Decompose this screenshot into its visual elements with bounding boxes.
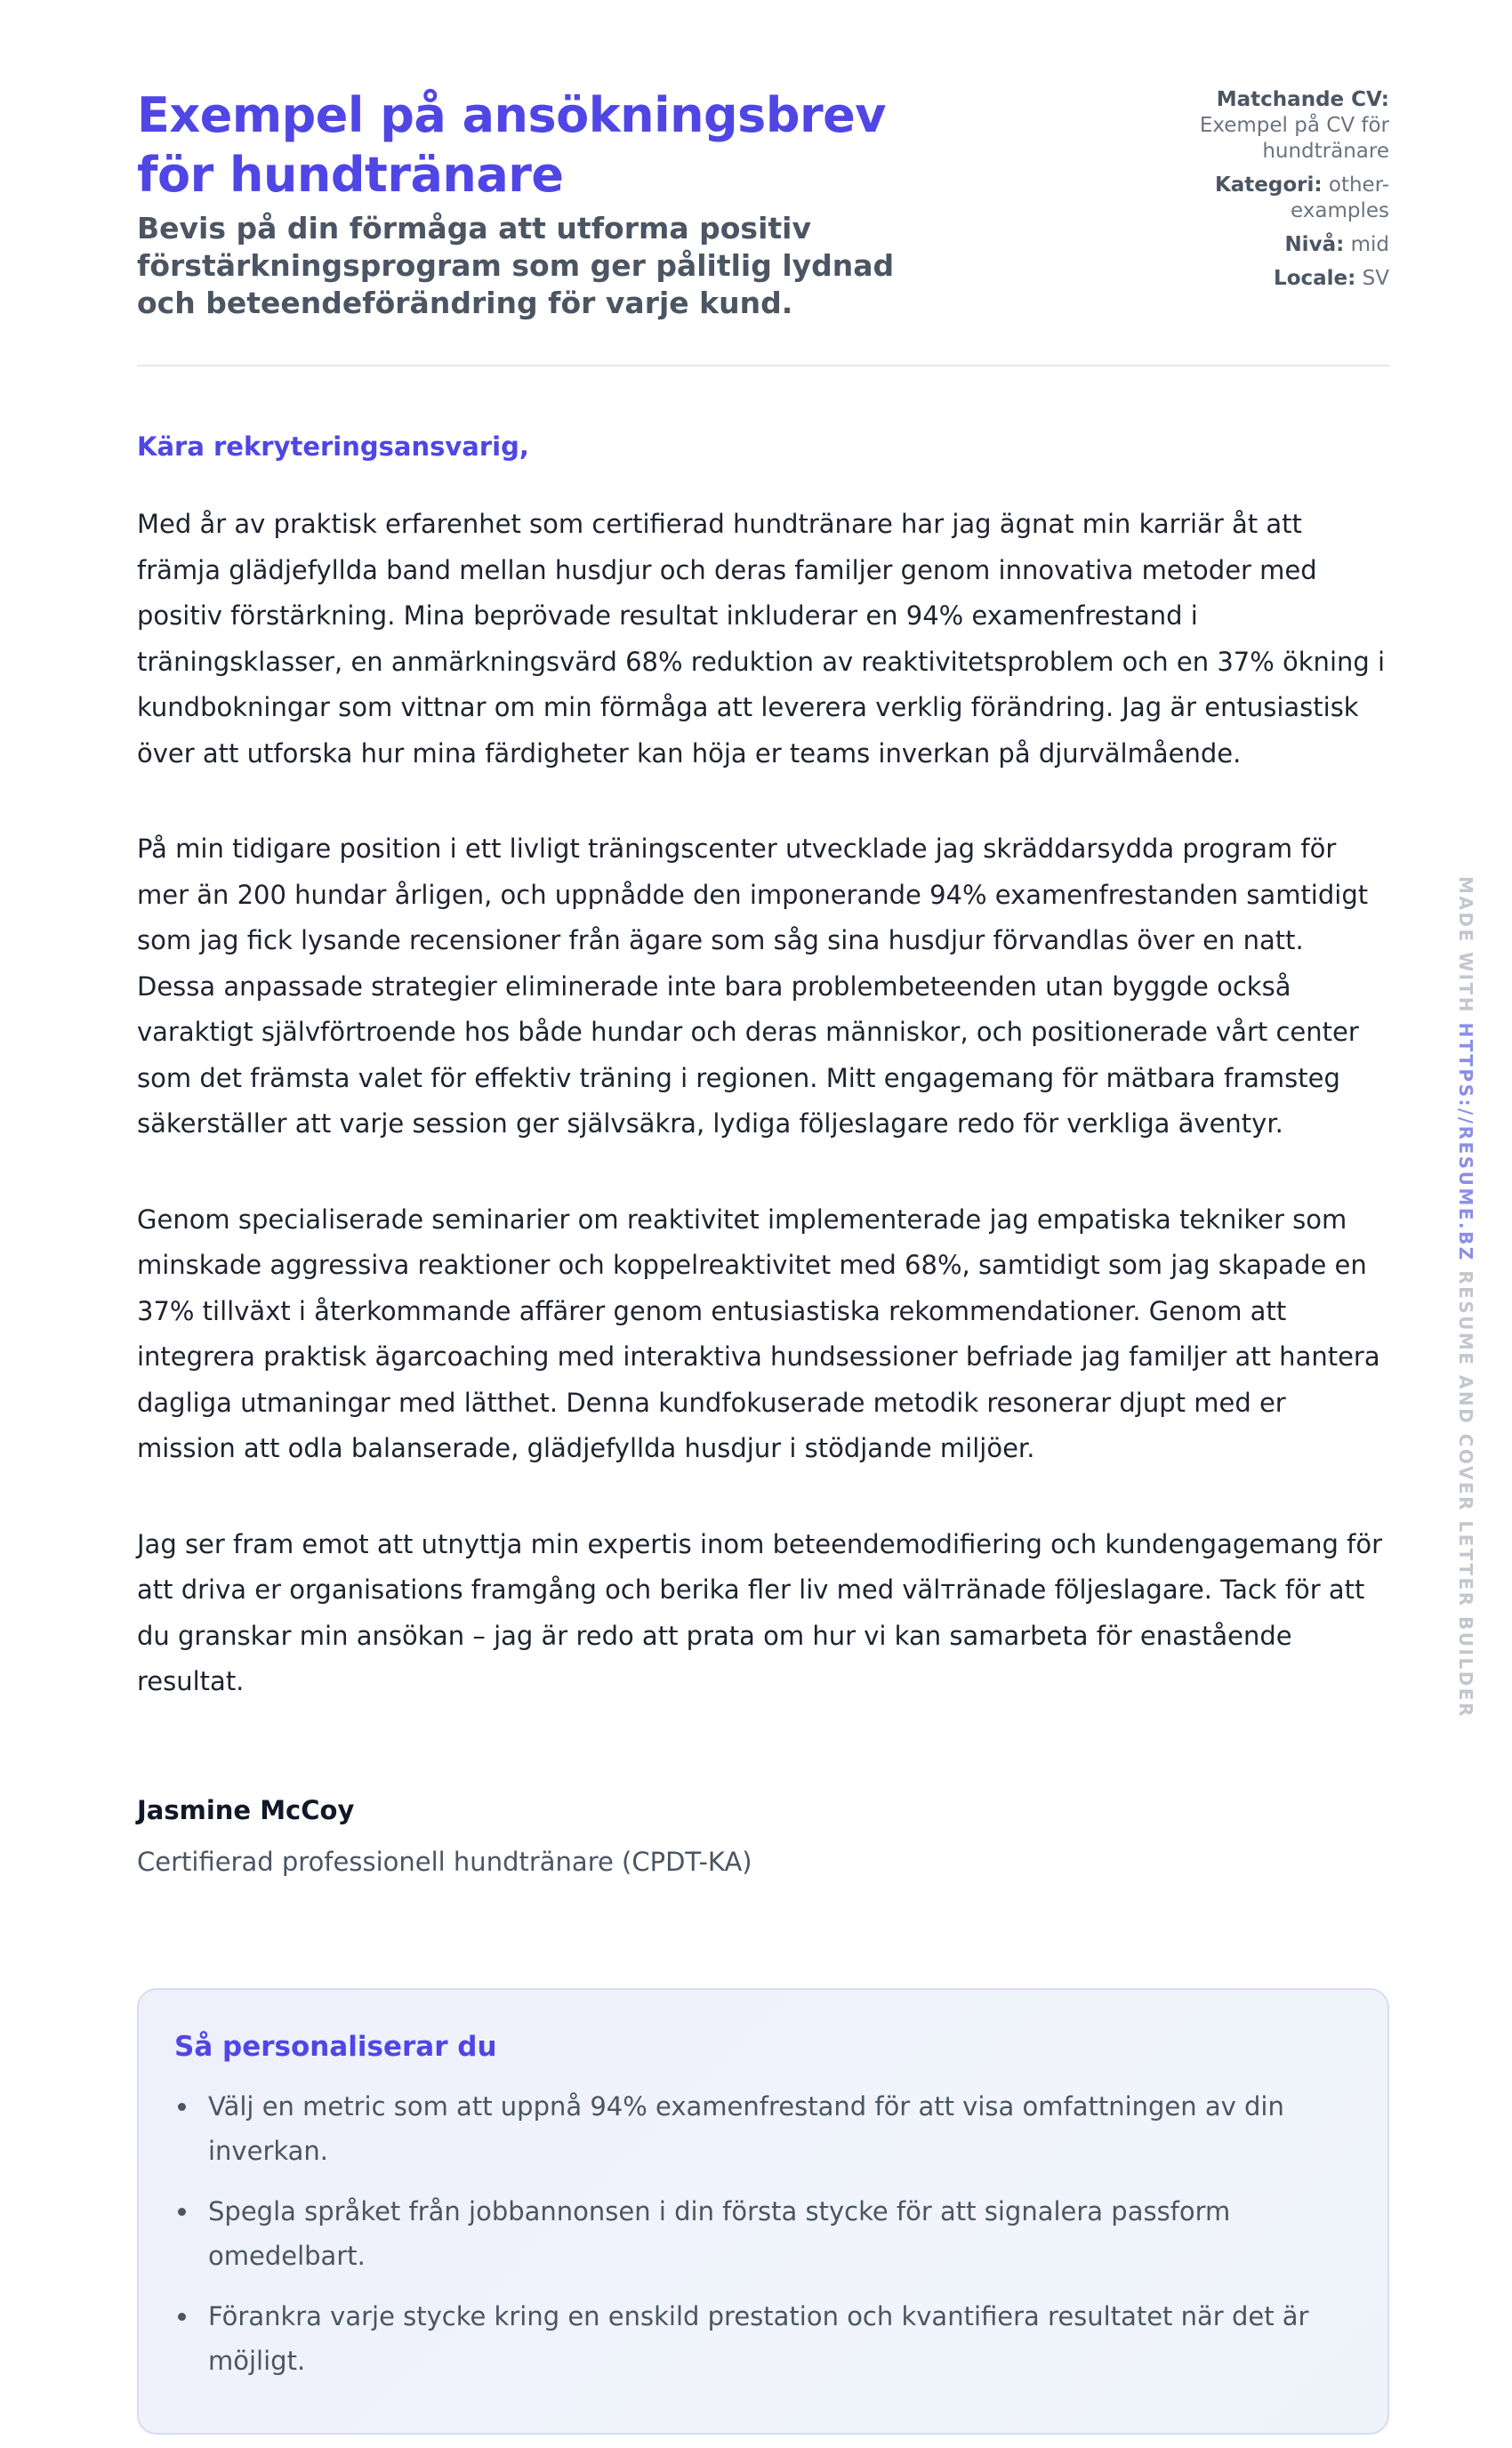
meta-category-value: other-examples xyxy=(1291,173,1389,222)
letter-paragraph: Jag ser fram emot att utnyttja min expertis inom beteendemodifiering och kundengagemang för att driva er organisations framgång och berika fler liv med välтränade följeslagare. Tack för att du granskar min ansökan – jag är redo att prata om hur vi kan samarbeta för enastående resultat. xyxy=(137,1528,1383,1696)
meta-locale xyxy=(1158,266,1389,292)
meta-level xyxy=(1158,232,1389,258)
letter-paragraph: På min tidigare position i ett livligt träningscenter utvecklade jag skräddarsydda program för mer än 200 hundar årligen, och uppnådde den imponerande 94% examenfrestanden samtidigt som jag fick lysande recensioner från ägare som såg sina husdjur förvandlas över en natt. Dessa anpassade strategier eliminerade inte bara problembeteenden utan byggde också varaktigt självförtroende hos både hundar och deras människor, och positionerade vårt center som det främsta valet för effektiv träning i regionen. Mitt engagemang för mätbara framsteg säkerställer att varje session ger självsäkra, lydiga följeslagare redo för verkliga äventyr. xyxy=(137,833,1369,1139)
title-block xyxy=(137,85,937,322)
meta-category xyxy=(1158,173,1389,224)
bullet-icon xyxy=(178,2313,186,2321)
tip-item xyxy=(174,2189,1352,2278)
signature-block xyxy=(137,1792,1389,1880)
tip-text: Välj en metric som att uppnå 94% examenfrestand för att visa omfattningen av din inverkan. xyxy=(208,2090,1284,2166)
meta-cv-value: Exempel på CV för hundtränare xyxy=(1199,114,1389,163)
meta-matching-cv xyxy=(1158,87,1389,165)
tip-item xyxy=(174,2084,1352,2173)
personalization-tips-box xyxy=(137,1988,1389,2435)
credit-suffix: RESUME AND COVER LETTER BUILDER xyxy=(1455,1261,1476,1719)
page-subtitle: Bevis på din förmåga att utforma positiv förstärkningsprogram som ger pålitlig lydnad och beteendeförändring för varje kund. xyxy=(137,211,895,320)
meta-panel xyxy=(1158,85,1389,300)
letter-paragraph: Genom specialiserade seminarier om reaktivitet implementerade jag empatiska tekniker som minskade aggressiva reaktioner och koppelreaktivitet med 68%, samtidigt som jag skapade en 37% tillväxt i återkommande affärer genom entusiastiska rekommendationer. Genom att integrera praktisk ägarcoaching med interaktiva hundsessioner befriade jag familjer att hantera dagliga utmaningar med lätthet. Denna kundfokuserade metodik resonerar djupt med er mission att odla balanserade, glädjefyllda husdjur i stödjande miljöer. xyxy=(137,1204,1380,1463)
tip-text: Förankra varje stycke kring en enskild prestation och kvantifiera resultatet när det är möjligt. xyxy=(208,2300,1309,2376)
meta-locale-value: SV xyxy=(1362,267,1389,290)
signature-name: Jasmine McCoy xyxy=(137,1794,355,1825)
page-header xyxy=(137,85,1389,322)
page-title: Exempel på ansökningsbrev för hundtränare xyxy=(137,87,886,203)
meta-category-label: Kategori: xyxy=(1214,173,1323,197)
bullet-icon xyxy=(178,2208,186,2216)
meta-level-value: mid xyxy=(1350,233,1389,256)
header-divider xyxy=(137,365,1389,366)
signature-title: Certifierad professionell hundtränare (CPDT-KA) xyxy=(137,1846,752,1877)
meta-locale-label: Locale: xyxy=(1274,267,1356,290)
side-credit-text xyxy=(1455,876,1476,1719)
letter-body xyxy=(137,502,1389,1705)
side-credit xyxy=(1452,876,1487,1719)
meta-level-label: Nivå: xyxy=(1284,233,1345,256)
tips-title: Så personaliserar du xyxy=(174,2030,497,2063)
tip-text: Spegla språket från jobbannonsen i din första stycke för att signalera passform omedelbart. xyxy=(208,2195,1231,2271)
credit-link[interactable]: HTTPS://RESUME.BZ xyxy=(1455,1022,1476,1262)
bullet-icon xyxy=(178,2103,186,2111)
tips-list xyxy=(174,2084,1352,2383)
meta-cv-label: Matchande CV: xyxy=(1216,88,1389,111)
cover-letter-page xyxy=(137,85,1389,2435)
tip-item xyxy=(174,2294,1352,2383)
letter-paragraph: Med år av praktisk erfarenhet som certifierad hundtränare har jag ägnat min karriär åt att främja glädjefyllda band mellan husdjur och deras familjer genom innovativa metoder med positiv förstärkning. Mina beprövade resultat inkluderar en 94% examenfrestand i träningsklasser, en anmärkningsvärd 68% reduktion av reaktivitetsproblem och en 37% ökning i kundbokningar som vittnar om min förmåga att leverera verklig förändring. Jag är entusiastisk över att utforska hur mina färdigheter kan höja er teams inverkan på djurvälmående. xyxy=(137,509,1386,769)
salutation: Kära rekryteringsansvarig, xyxy=(137,431,529,462)
credit-prefix: MADE WITH xyxy=(1455,876,1476,1023)
